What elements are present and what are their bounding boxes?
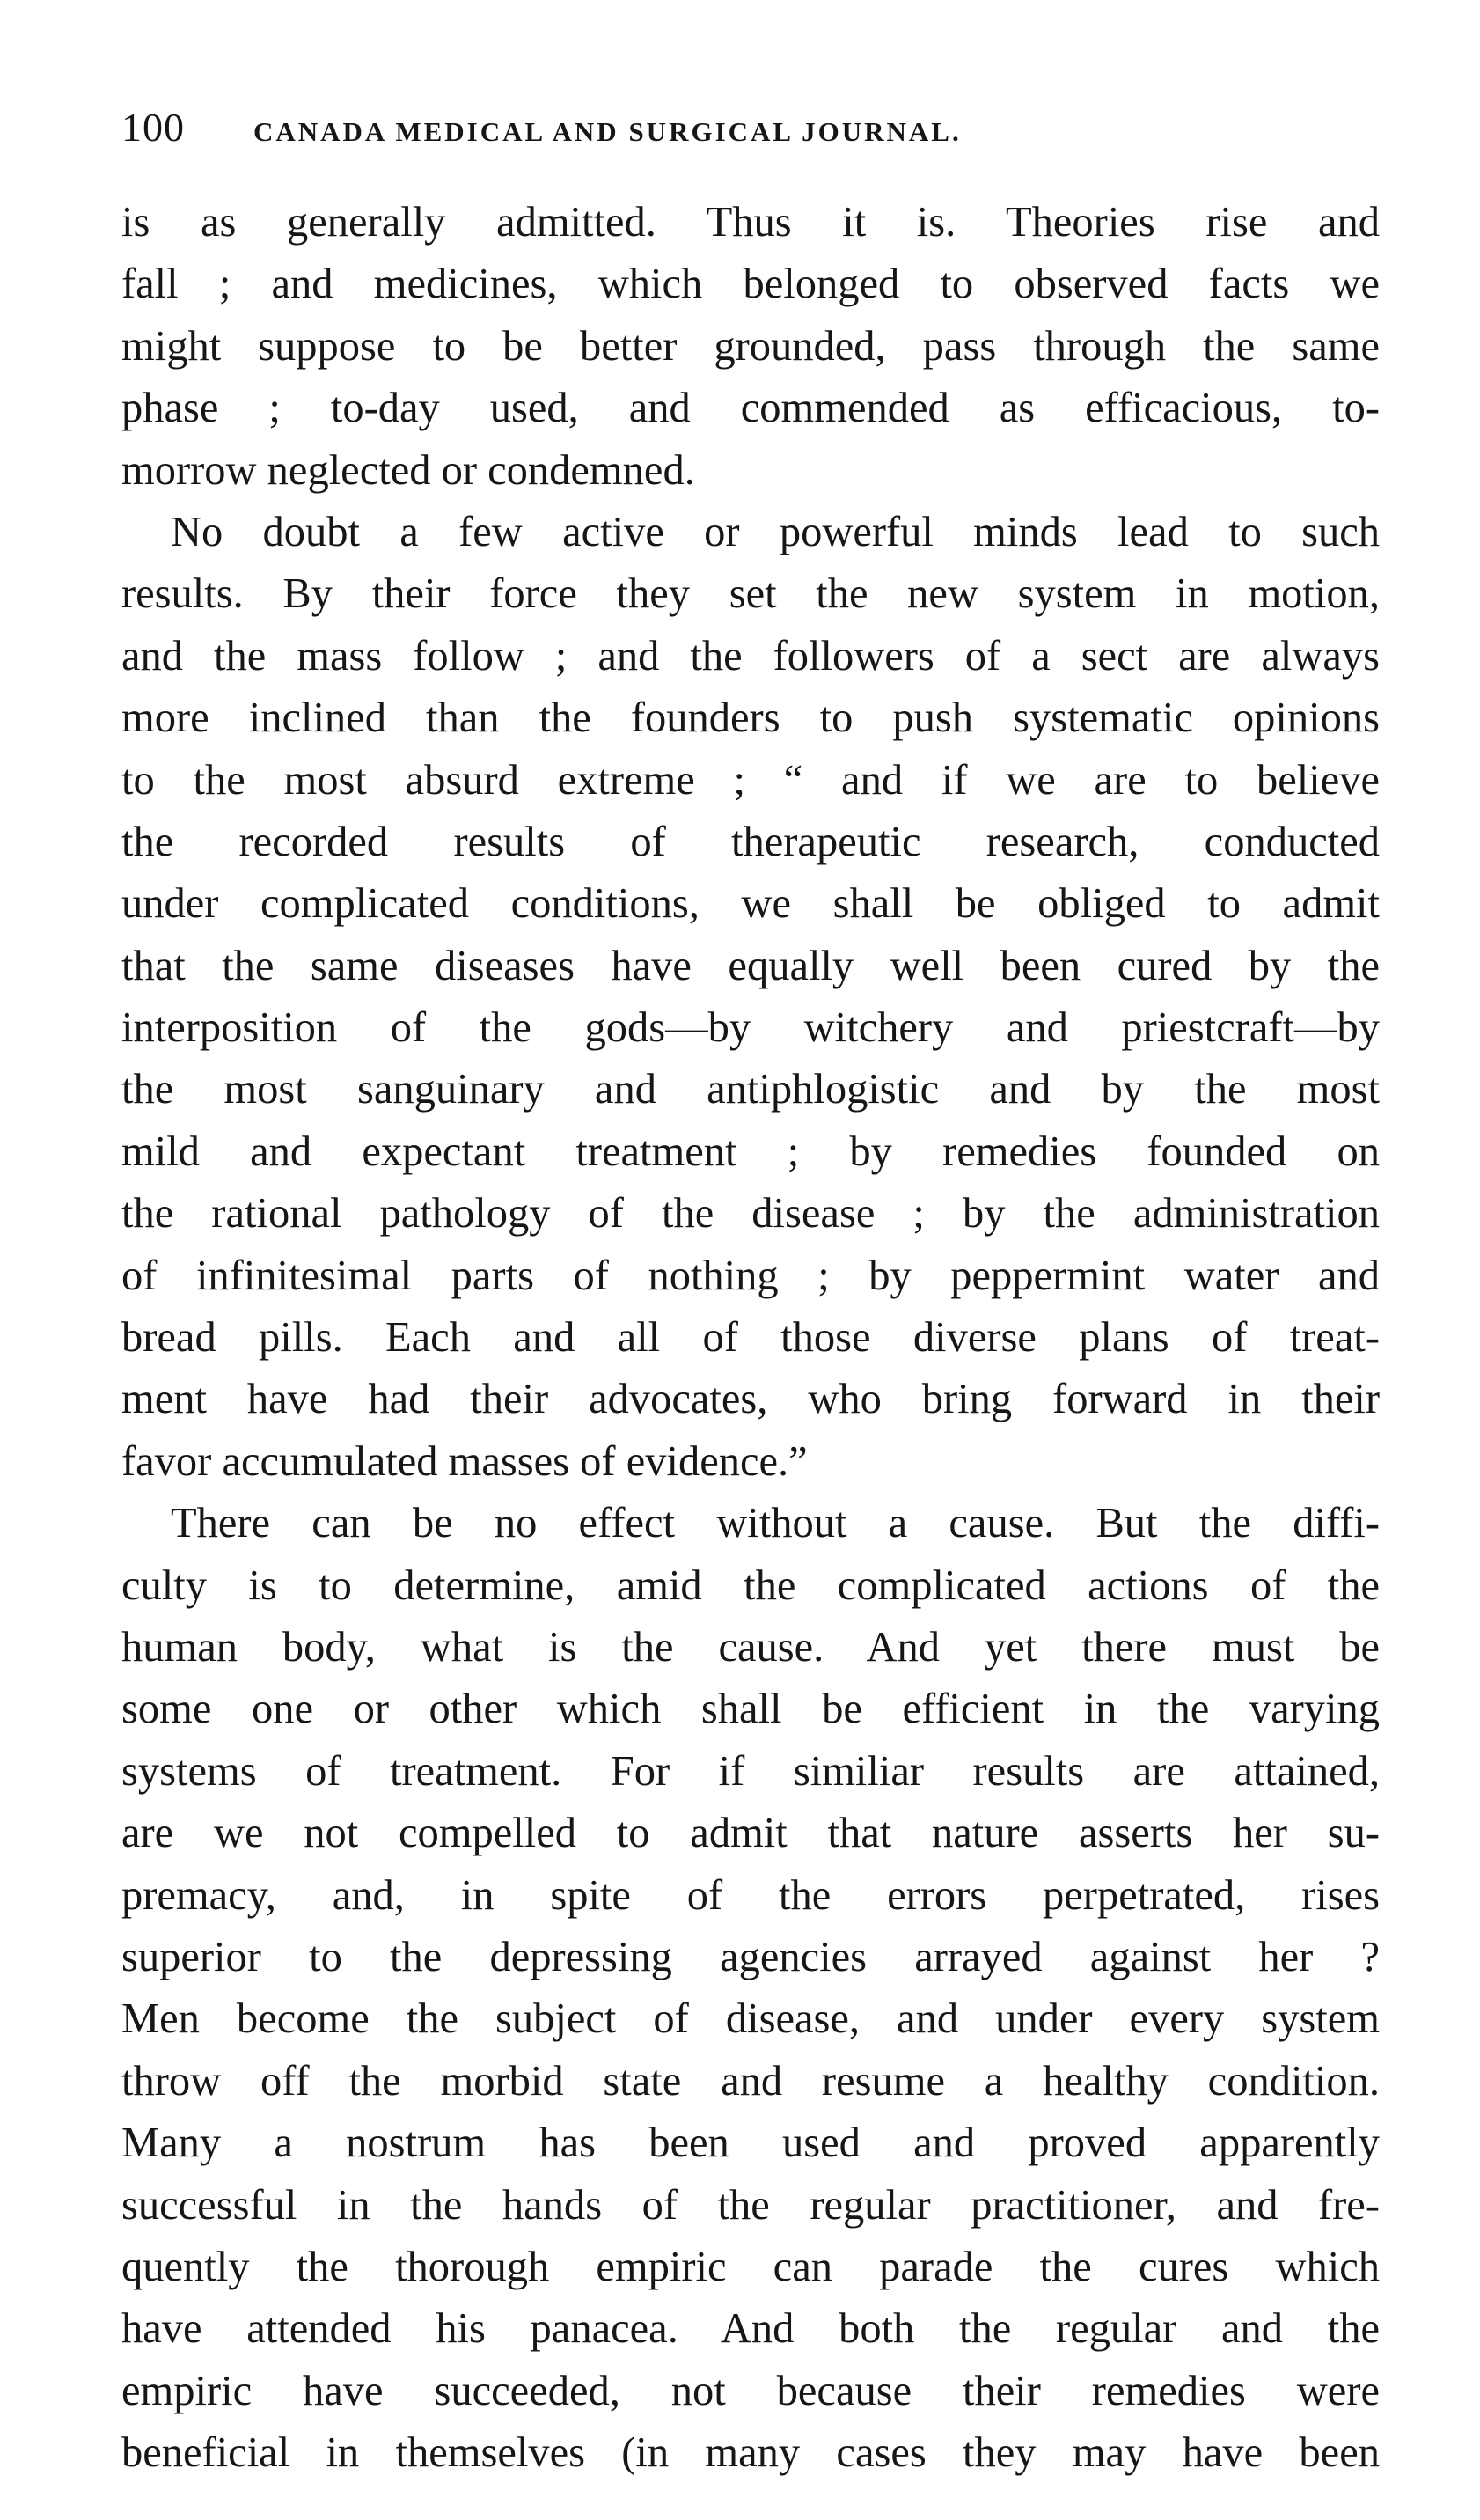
text-line: Men become the subject of disease, and under every system	[121, 1995, 1380, 2043]
page-number: 100	[121, 105, 185, 150]
text-line: mild and expectant treatment ; by remedies founded on	[121, 1128, 1380, 1175]
text-line: of infinitesimal parts of nothing ; by peppermint water and	[121, 1252, 1380, 1299]
text-line: premacy, and, in spite of the errors perpetrated, rises	[121, 1871, 1380, 1919]
text-line: are we not compelled to admit that nature asserts her su-	[121, 1810, 1380, 1857]
text-line: is as generally admitted. Thus it is. Theories rise and	[121, 199, 1380, 246]
text-line: successful in the hands of the regular practitioner, and fre-	[121, 2181, 1380, 2229]
text-line: empiric have succeeded, not because their remedies were	[121, 2367, 1380, 2414]
text-line: systems of treatment. For if similiar results are attained,	[121, 1747, 1380, 1795]
text-line: Many a nostrum has been used and proved apparently	[121, 2120, 1380, 2167]
paragraph	[121, 502, 1380, 1493]
text-line: to the most absurd extreme ; “ and if we are to believe	[121, 756, 1380, 804]
running-head	[121, 104, 1380, 157]
text-line: No doubt a few active or powerful minds lead to such	[171, 508, 1380, 555]
text-line: might suppose to be better grounded, pass through the same	[121, 322, 1380, 370]
text-line: and the mass follow ; and the followers of a sect are always	[121, 632, 1380, 680]
text-line: favor accumulated masses of evidence.”	[121, 1437, 808, 1485]
body-text	[121, 192, 1380, 2484]
text-line: some one or other which shall be efficient in the varying	[121, 1686, 1380, 1733]
text-line: more inclined than the founders to push systematic opinions	[121, 694, 1380, 742]
text-line: the most sanguinary and antiphlogistic and by the most	[121, 1066, 1380, 1113]
text-line: the rational pathology of the disease ; by the administration	[121, 1190, 1380, 1238]
text-line: that the same diseases have equally well been cured by the	[121, 942, 1380, 989]
text-line: phase ; to-day used, and commended as efficacious, to-	[121, 385, 1380, 432]
text-line: morrow neglected or condemned.	[121, 446, 695, 494]
paragraph	[121, 192, 1380, 502]
text-line: throw off the morbid state and resume a healthy condition.	[121, 2057, 1380, 2105]
text-line: superior to the depressing agencies arrayed against her ?	[121, 1933, 1380, 1980]
text-line: the recorded results of therapeutic research, conducted	[121, 818, 1380, 865]
text-line: beneficial in themselves (in many cases they may have been	[121, 2429, 1380, 2477]
text-line: ment have had their advocates, who bring forward in their	[121, 1376, 1380, 1423]
text-line: human body, what is the cause. And yet there must be	[121, 1623, 1380, 1671]
text-line: have attended his panacea. And both the regular and the	[121, 2305, 1380, 2353]
text-line: under complicated conditions, we shall be obliged to admit	[121, 880, 1380, 928]
text-line: interposition of the gods—by witchery and priestcraft—by	[121, 1004, 1380, 1052]
text-line: fall ; and medicines, which belonged to observed facts we	[121, 261, 1380, 308]
paragraph	[121, 1493, 1380, 2484]
text-line: bread pills. Each and all of those diverse plans of treat-	[121, 1314, 1380, 1362]
text-line: quently the thorough empiric can parade the cures which	[121, 2243, 1380, 2290]
text-line: culty is to determine, amid the complicated actions of the	[121, 1561, 1380, 1609]
journal-title: CANADA MEDICAL AND SURGICAL JOURNAL.	[253, 116, 962, 147]
text-line: There can be no effect without a cause. But the diffi-	[171, 1500, 1380, 1547]
text-line: results. By their force they set the new system in motion,	[121, 570, 1380, 618]
